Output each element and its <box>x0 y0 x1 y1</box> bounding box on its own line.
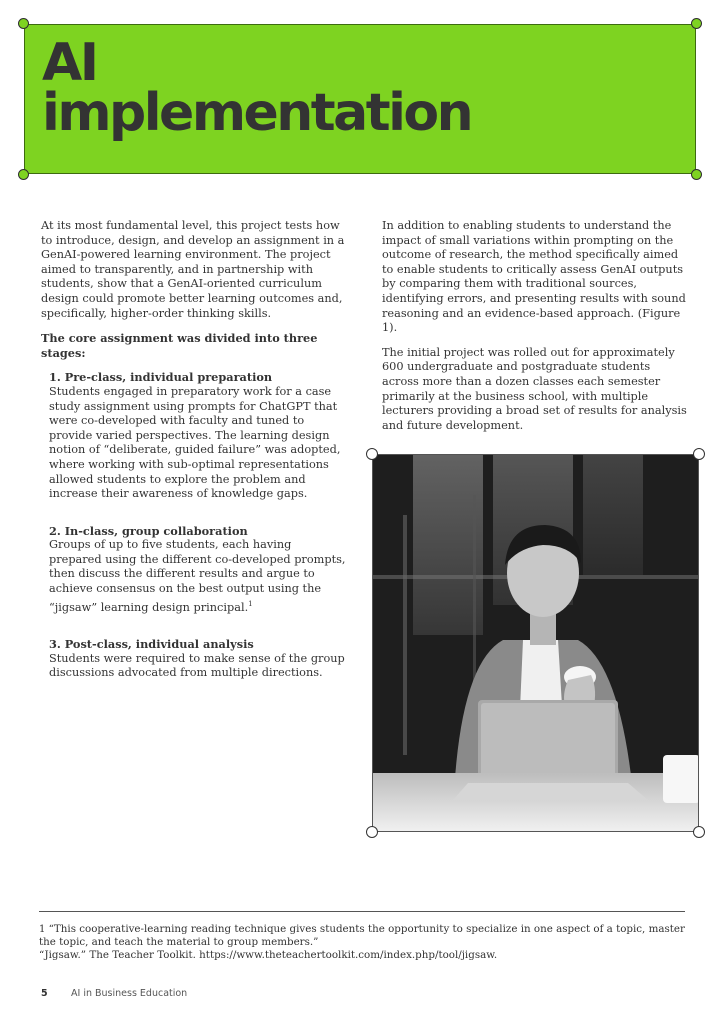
intro-paragraph: At its most fundamental level, this project tests how to introduce, design, and develop an assignment in a GenAI-powered learning environment. The project aimed to transparently, and in partnership with students, show that a GenAI-oriented curriculum design could promote better learning outcomes and, specifically, higher-order thinking skills. <box>41 219 345 320</box>
page-title <box>42 33 472 143</box>
stage-title: 3. Post-class, individual analysis <box>49 637 254 652</box>
left-column <box>41 219 346 703</box>
page-number: 5 <box>41 988 48 999</box>
stage-2 <box>49 524 346 615</box>
banner-corner-bottom-right <box>691 169 702 180</box>
image-handle-bottom-right[interactable] <box>693 826 705 838</box>
photo-illustration <box>373 455 699 832</box>
footnote-quote: “This cooperative-learning reading technique gives students the opportunity to specialize in one aspect of a topic, master the topic, and teach the material to group members.” <box>39 923 685 949</box>
photo-man-with-laptop <box>372 454 699 832</box>
banner-corner-top-left <box>18 18 29 29</box>
right-paragraph-1: In addition to enabling students to understand the impact of small variations within prompting on the outcome of research, the method specifically aimed to enable students to critically assess GenAI outputs by comparing them with traditional sources, identifying errors, and presenting results with sound reasoning and an evidence-based approach. (Figure 1). <box>382 219 686 335</box>
footnote-divider <box>39 911 685 912</box>
right-paragraph-2: The initial project was rolled out for approximately 600 undergraduate and postgraduate students across more than a dozen classes each semester primarily at the business school, with multiple lecturers providing a broad set of results for analysis and future development. <box>382 345 687 432</box>
footnote <box>39 923 689 963</box>
stage-title: 2. In-class, group collaboration <box>49 523 248 538</box>
right-column <box>382 219 687 443</box>
footnote-text <box>39 923 689 949</box>
footnote-citation: “Jigsaw.” The Teacher Toolkit. https://www.theteachertoolkit.com/index.php/tool/jigsaw. <box>39 949 498 962</box>
title-line-1: AI <box>42 33 97 93</box>
image-handle-bottom-left[interactable] <box>366 826 378 838</box>
banner-corner-bottom-left <box>18 169 29 180</box>
stage-body: Groups of up to five students, each having prepared using the different co-developed prompts, then discuss the different results and argue to achieve consensus on the best output using the “jigsaw” learning design principal. <box>49 538 346 614</box>
image-handle-top-right[interactable] <box>693 448 705 460</box>
stage-body: Students were required to make sense of the group discussions advocated from multiple directions. <box>49 651 345 680</box>
stages-heading: The core assignment was divided into three stages: <box>41 331 318 360</box>
stage-title: 1. Pre-class, individual preparation <box>49 370 273 385</box>
image-handle-top-left[interactable] <box>366 448 378 460</box>
stage-1 <box>49 370 346 501</box>
stage-3 <box>49 637 346 681</box>
stage-body: Students engaged in preparatory work for a case study assignment using prompts for ChatGPT that were co-developed with faculty and tuned to provide varied perspectives. The learning design notion of “deliberate, guided failure” was adopted, where working with sub-optimal representations allowed students to explore the problem and increase their awareness of knowledge gaps. <box>49 384 341 501</box>
footnote-number: 1 <box>39 924 46 935</box>
banner-corner-top-right <box>691 18 702 29</box>
title-line-2: implementation <box>42 83 472 143</box>
running-title: AI in Business Education <box>71 988 188 999</box>
footnote-reference[interactable]: 1 <box>248 599 253 608</box>
